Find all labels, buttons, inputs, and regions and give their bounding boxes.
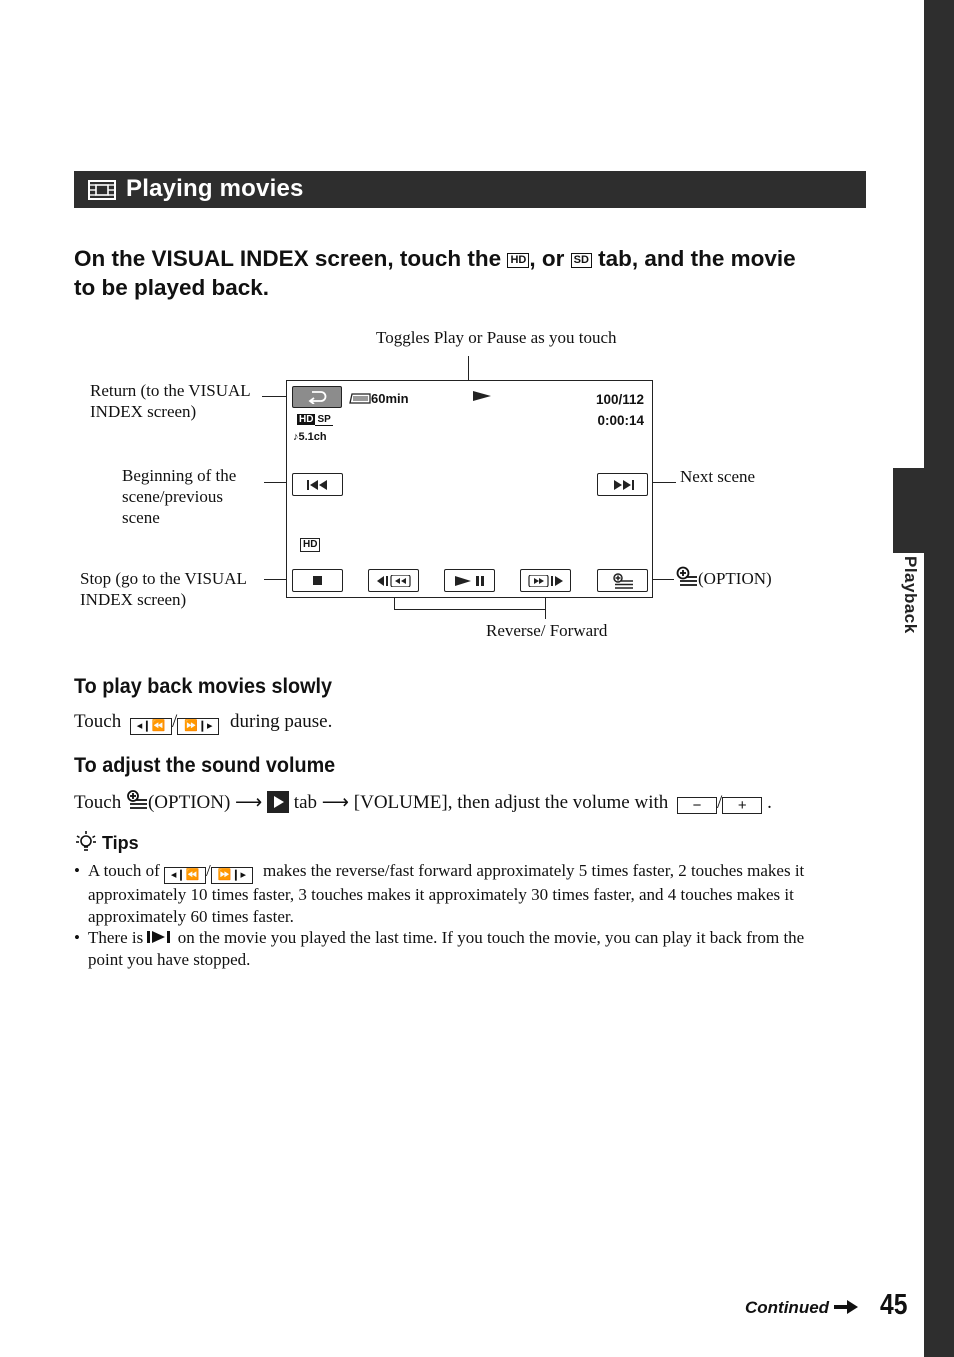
return-arrow-icon (307, 390, 327, 404)
option-icon (676, 566, 698, 586)
slow-playback-text: Touch ◂❙⏪ / ⏩❙▸ during pause. (74, 711, 332, 735)
toggle-callout: Toggles Play or Pause as you touch (376, 328, 617, 347)
volume-text: Touch (OPTION) ⟶ tab ⟶ [VOLUME], then adjust the volume with − / + . (74, 792, 772, 814)
time-counter: 0:00:14 (597, 413, 644, 428)
next-scene-callout: Next scene (680, 467, 756, 486)
arrow-right-icon (834, 1300, 858, 1314)
beginning-callout: Beginning of the scene/previous scene (122, 466, 237, 527)
play-pause-button[interactable] (444, 569, 495, 592)
arrow-right-icon: ⟶ (321, 792, 350, 813)
play-status-icon (472, 390, 492, 402)
tip-item-1: • A touch of ◂❙⏪ / ⏩❙▸ makes the reverse/fast forward approximately 5 times faster, 2 touches makes it approximately 10 times faster, 3 touches makes it approximately 30 times faster, and 4 touches makes it approximately 60 times faster. (74, 861, 805, 926)
resume-icon (147, 930, 173, 944)
media-hd-icon: HD (300, 538, 320, 552)
arrow-right-icon: ⟶ (235, 792, 263, 813)
return-callout: Return (to the VISUAL INDEX screen) (90, 381, 251, 421)
forward-slow-icon: ⏩❙▸ (177, 718, 219, 735)
reverse-slow-icon: ◂❙⏪ (164, 867, 206, 884)
section-title: Playing movies (126, 175, 304, 202)
option-icon (126, 790, 148, 810)
stop-button[interactable] (292, 569, 343, 592)
reverse-forward-bracket (394, 609, 546, 610)
quality-indicator: HD SP (299, 414, 331, 425)
reverse-slow-icon: ◂❙⏪ (130, 718, 172, 735)
lightbulb-icon (74, 830, 98, 854)
sd-tab-icon: SD (571, 253, 592, 268)
option-button[interactable] (597, 569, 648, 592)
tip-item-2: • There is on the movie you played the last time. If you touch the movie, you can play it back from the point you have stopped. (74, 928, 805, 969)
side-tab (893, 468, 954, 553)
next-icon (610, 480, 636, 490)
music-note-icon: ♪ (293, 431, 299, 443)
forward-icon (528, 575, 564, 587)
counter-display (596, 389, 644, 431)
film-icon (88, 180, 116, 200)
section-header (74, 171, 866, 208)
volume-up-icon: + (722, 797, 762, 814)
scene-counter: 100/112 (595, 392, 644, 407)
audio-indicator: ♪5.1ch (293, 431, 327, 443)
option-icon (612, 573, 634, 589)
forward-slow-icon: ⏩❙▸ (211, 867, 253, 884)
previous-scene-button[interactable] (292, 473, 343, 496)
option-callout: (OPTION) (676, 566, 772, 589)
side-bar (924, 0, 954, 1357)
return-button[interactable] (292, 386, 342, 408)
volume-down-icon: − (677, 797, 717, 814)
battery-icon (349, 393, 371, 404)
page-number: 45 (880, 1289, 908, 1321)
tips-heading: Tips (74, 830, 139, 854)
battery-indicator: 60min (349, 391, 409, 406)
intro-instruction: On the VISUAL INDEX screen, touch the HD , or SD tab, and the movie to be played back. (74, 246, 796, 300)
play-pause-icon (454, 575, 486, 587)
playback-tab-icon (267, 791, 289, 813)
continued-label: Continued (745, 1298, 858, 1318)
side-tab-label: Playback (901, 556, 920, 634)
volume-heading: To adjust the sound volume (74, 753, 336, 777)
previous-icon (305, 480, 331, 490)
playback-screen (286, 380, 653, 598)
stop-icon (313, 576, 323, 586)
next-scene-button[interactable] (597, 473, 648, 496)
reverse-forward-callout: Reverse/ Forward (486, 621, 608, 640)
hd-tab-icon: HD (507, 253, 529, 268)
stop-callout: Stop (go to the VISUAL INDEX screen) (80, 569, 247, 609)
reverse-icon (376, 575, 412, 587)
slow-playback-heading: To play back movies slowly (74, 674, 332, 698)
reverse-button[interactable] (368, 569, 419, 592)
forward-button[interactable] (520, 569, 571, 592)
